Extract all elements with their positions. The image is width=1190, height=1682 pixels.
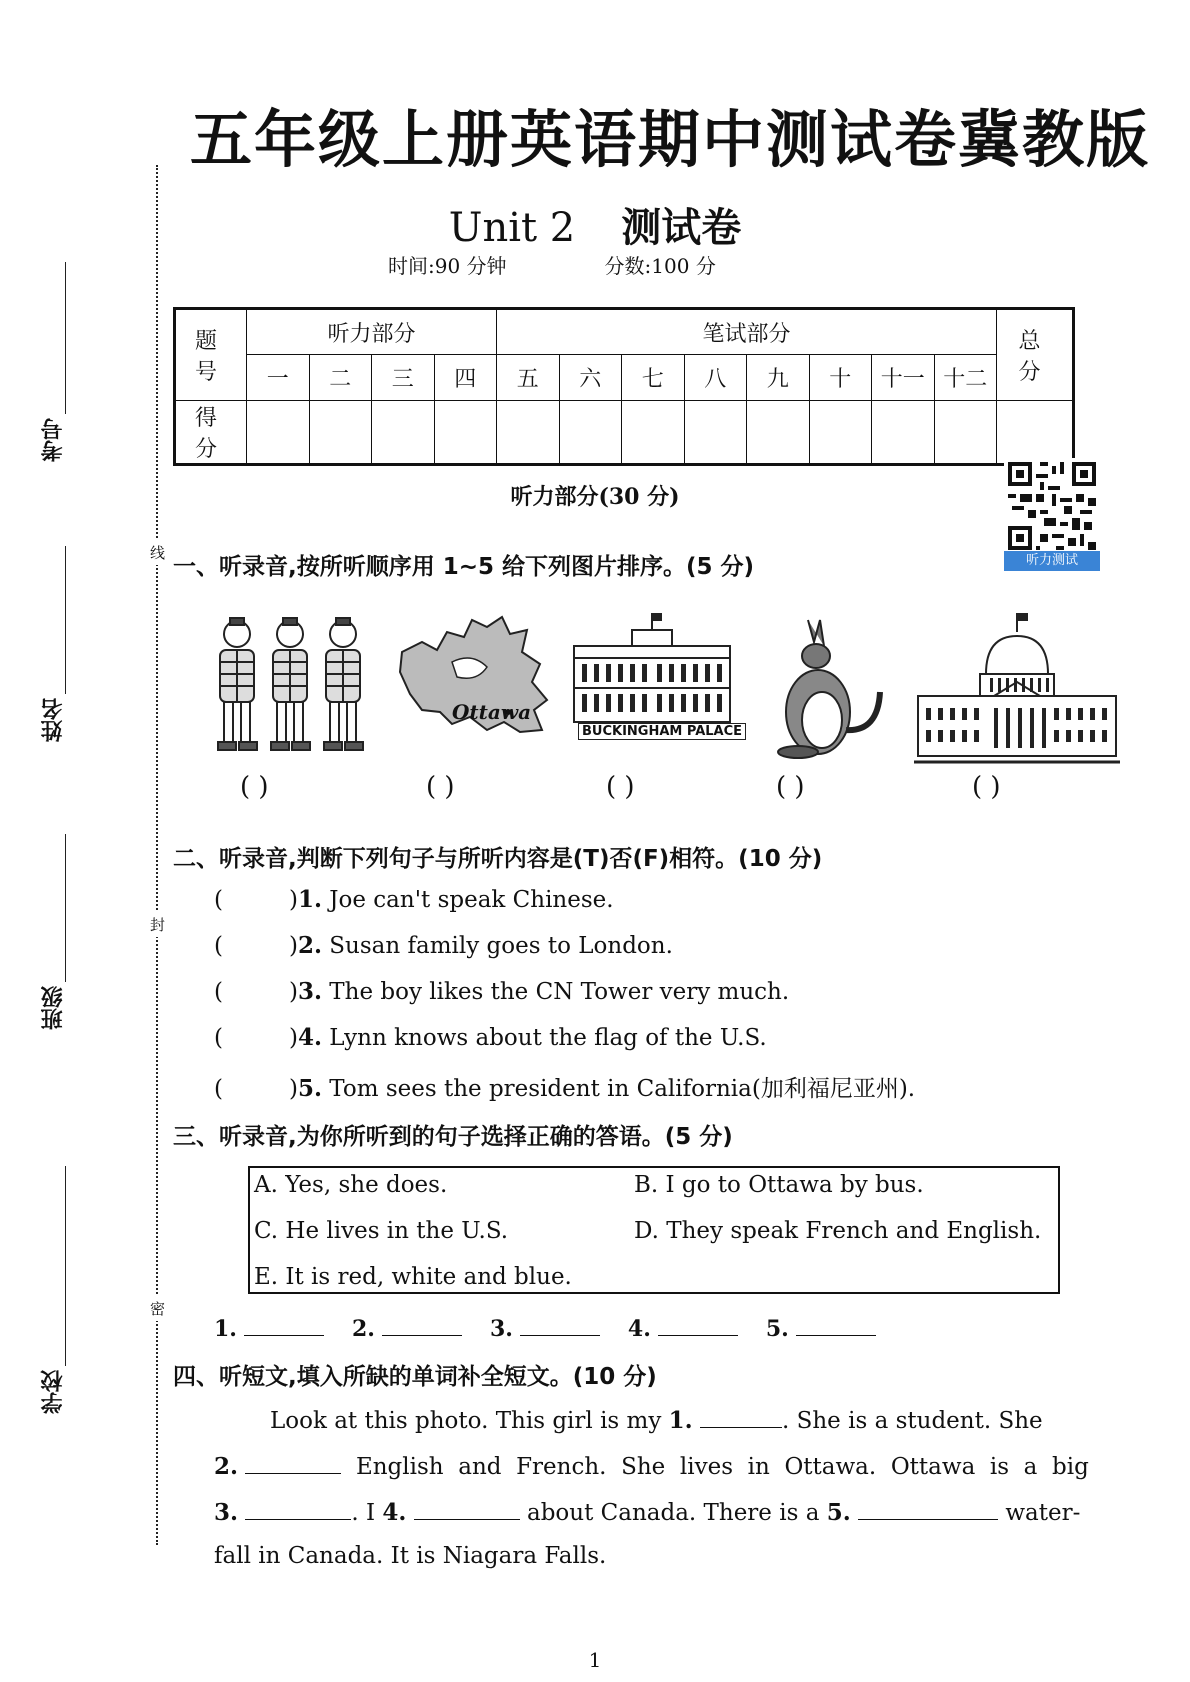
answer-blank[interactable] [245,1451,341,1474]
time-limit: 时间:90 分钟 [388,254,507,278]
q4-title: 四、听短文,填入所缺的单词补全短文。(10 分) [173,1364,657,1390]
q1-answer-paren-5[interactable]: ( ) [972,772,1001,802]
q3-options-box [248,1166,1060,1294]
column-header: 六 [559,355,622,401]
terracotta-warriors-picture [210,612,370,762]
answer-blank[interactable] [245,1497,351,1520]
class-label: 班级 [41,986,66,1030]
score-cell[interactable] [559,401,622,465]
q1-answer-paren-3[interactable]: ( ) [606,772,635,802]
column-header: 十二 [934,355,997,401]
exam-number-label: 考号 [41,418,66,462]
q2-item: ( )1. Joe can't speak Chinese. [214,886,614,913]
column-header: 七 [622,355,685,401]
score-cell[interactable] [497,401,560,465]
score-row-label: 得 分 [175,401,247,465]
column-header: 一 [247,355,310,401]
map-city-label: Ottawa [452,700,532,724]
column-header: 五 [497,355,560,401]
name-label: 姓名 [41,698,66,742]
page-number: 1 [588,1648,602,1672]
test-label: 测试卷 [621,205,742,251]
option-c: C. He lives in the U.S. [254,1218,509,1244]
exam-meta [388,250,716,279]
q1-answer-paren-4[interactable]: ( ) [776,772,805,802]
score-cell[interactable] [872,401,935,465]
class-line [65,834,66,982]
q4-line-3: 3. . I 4. about Canada. There is a 5. water- [214,1499,1081,1526]
us-capitol-picture [914,612,1120,768]
column-header: 十 [809,355,872,401]
q3-title: 三、听录音,为你所听到的句子选择正确的答语。(5 分) [173,1124,733,1150]
answer-blank[interactable] [658,1315,738,1336]
kangaroo-picture [768,612,888,762]
exam-number-line [65,262,66,414]
q2-item: ( )3. The boy likes the CN Tower very much. [214,978,790,1005]
q1-answer-paren-2[interactable]: ( ) [426,772,455,802]
answer-blank[interactable] [520,1315,600,1336]
binding-mark-line: 线 [150,540,165,565]
score-cell[interactable] [934,401,997,465]
q4-line-2: 2. English and French. She lives in Ottawa. Ottawa is a big [214,1453,1089,1480]
column-header: 二 [309,355,372,401]
option-e: E. It is red, white and blue. [254,1264,572,1290]
score-cell[interactable] [247,401,310,465]
q1-title: 一、听录音,按所听顺序用 1~5 给下列图片排序。(5 分) [173,554,755,580]
binding-mark-seal: 封 [150,912,165,937]
answer-blank[interactable] [796,1315,876,1336]
q4-line-1: Look at this photo. This girl is my 1. . She is a student. She [270,1407,1043,1434]
q2-item: ( )4. Lynn knows about the flag of the U.S. [214,1024,767,1051]
column-header: 八 [684,355,747,401]
score-cell[interactable] [372,401,435,465]
buckingham-palace-picture [572,612,732,732]
answer-blank[interactable] [244,1315,324,1336]
score-cell[interactable] [309,401,372,465]
option-d: D. They speak French and English. [634,1218,1042,1244]
total-score: 分数:100 分 [604,254,716,278]
listening-part-label: 听力部分 [247,309,497,355]
score-cell[interactable] [809,401,872,465]
score-cell[interactable] [684,401,747,465]
question-number-label: 题 号 [175,309,247,401]
school-label: 学校 [41,1370,66,1414]
canada-map-picture [392,612,557,762]
answer-blank[interactable] [700,1405,782,1428]
answer-blank[interactable] [858,1497,998,1520]
unit-label: Unit 2 [448,205,576,251]
writing-part-label: 笔试部分 [497,309,997,355]
binding-dotted-line [156,165,158,1545]
column-header: 九 [747,355,810,401]
score-cell[interactable] [434,401,497,465]
unit-subtitle [0,196,1190,253]
option-a: A. Yes, she does. [254,1172,448,1198]
column-header: 三 [372,355,435,401]
listening-section-heading: 听力部分(30 分) [510,484,680,510]
q4-line-4: fall in Canada. It is Niagara Falls. [214,1543,607,1569]
qr-caption: 听力测试 [1004,551,1100,571]
total-score-cell[interactable] [997,401,1074,465]
q3-answer-row: 1. 2. 3. 4. 5. [214,1315,904,1342]
answer-blank[interactable] [414,1497,520,1520]
column-header: 四 [434,355,497,401]
column-header: 十一 [872,355,935,401]
score-table [173,307,1075,466]
name-line [65,546,66,694]
answer-blank[interactable] [382,1315,462,1336]
score-cell[interactable] [622,401,685,465]
score-cell[interactable] [747,401,810,465]
binding-mark-secret: 密 [150,1296,165,1321]
school-line [65,1166,66,1366]
q1-answer-paren-1[interactable]: ( ) [240,772,269,802]
q2-title: 二、听录音,判断下列句子与所听内容是(T)否(F)相符。(10 分) [173,846,823,872]
option-b: B. I go to Ottawa by bus. [634,1172,924,1198]
q2-item: ( )2. Susan family goes to London. [214,932,673,959]
main-title: 五年级上册英语期中测试卷冀教版 [190,103,1151,176]
q2-item: ( )5. Tom sees the president in California(加利福尼亚州). [214,1075,916,1102]
total-score-label: 总 分 [997,309,1074,401]
palace-label: BUCKINGHAM PALACE [578,723,746,740]
